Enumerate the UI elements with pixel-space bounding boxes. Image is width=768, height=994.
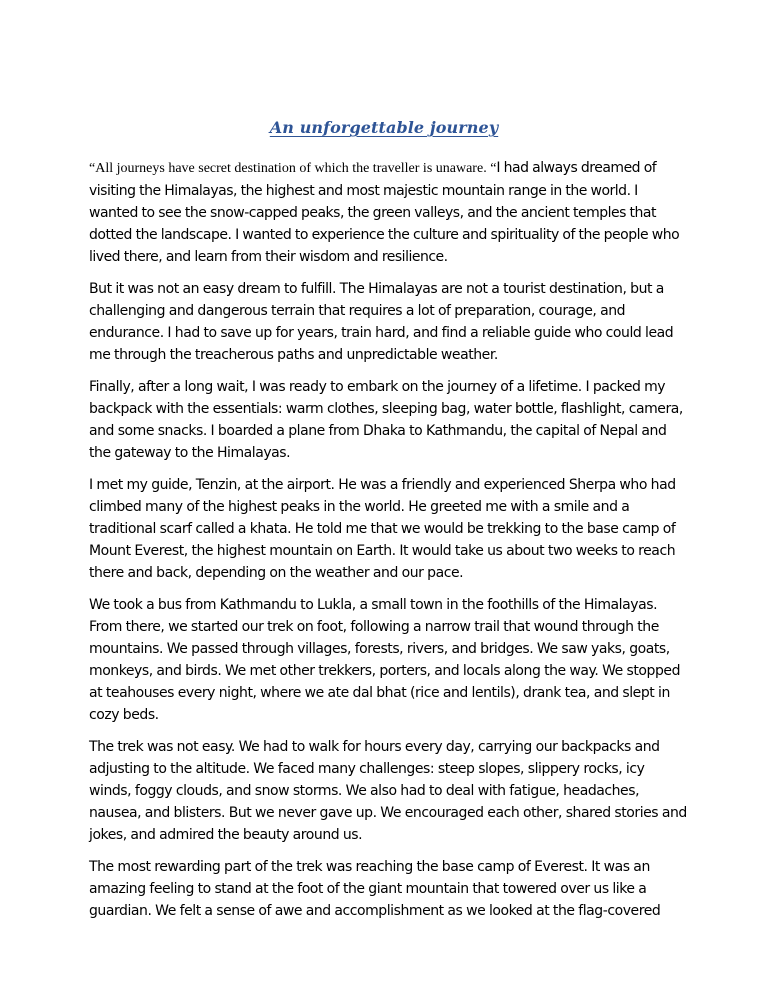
paragraph-3: Finally, after a long wait, I was ready to embark on the journey of a lifetime. I packed my backpack with the essentials: warm clothes, sleeping bag, water bottle, flashlight, camera, and some snacks. I boarded a plane from Dhaka to Kathmandu, the capital of Nepal and the gateway to the Himalayas.: [89, 379, 683, 461]
paragraph-1: [89, 157, 689, 268]
paragraph-5: We took a bus from Kathmandu to Lukla, a small town in the foothills of the Himalayas. From there, we started our trek on foot, following a narrow trail that wound through the mountains. We passed through villages, forests, rivers, and bridges. We saw yaks, goats, monkeys, and birds. We met other trekkers, porters, and locals along the way. We stopped at teahouses every night, where we ate dal bhat (rice and lentils), drank tea, and slept in cozy beds.: [89, 597, 680, 723]
paragraph-7: The most rewarding part of the trek was reaching the base camp of Everest. It was an amazing feeling to stand at the foot of the giant mountain that towered over us like a guardian. We felt a sense of awe and accomplishment as we looked at the flag-covered: [89, 859, 661, 919]
paragraph-1-text: I had always dreamed of visiting the Himalayas, the highest and most majestic mountain range in the world. I wanted to see the snow-capped peaks, the green valleys, and the ancient temples that dotted the landscape. I wanted to experience the culture and spirituality of the people who lived there, and learn from their wisdom and resilience.: [89, 160, 680, 265]
opening-quote: “All journeys have secret destination of which the traveller is unaware. “: [89, 161, 497, 176]
document-title: An unforgettable journey: [269, 118, 499, 137]
paragraph-4: I met my guide, Tenzin, at the airport. He was a friendly and experienced Sherpa who had climbed many of the highest peaks in the world. He greeted me with a smile and a traditional scarf called a khata. He told me that we would be trekking to the base camp of Mount Everest, the highest mountain on Earth. It would take us about two weeks to reach there and back, depending on the weather and our pace.: [89, 477, 676, 581]
paragraph-2: But it was not an easy dream to fulfill. The Himalayas are not a tourist destination, but a challenging and dangerous terrain that requires a lot of preparation, courage, and endurance. I had to save up for years, train hard, and find a reliable guide who could lead me through the treacherous paths and unpredictable weather.: [89, 281, 674, 363]
paragraph-6: The trek was not easy. We had to walk for hours every day, carrying our backpacks and adjusting to the altitude. We faced many challenges: steep slopes, slippery rocks, icy winds, foggy clouds, and snow storms. We also had to deal with fatigue, headaches, nausea, and blisters. But we never gave up. We encouraged each other, shared stories and jokes, and admired the beauty around us.: [89, 739, 687, 843]
document-body: [89, 157, 689, 932]
